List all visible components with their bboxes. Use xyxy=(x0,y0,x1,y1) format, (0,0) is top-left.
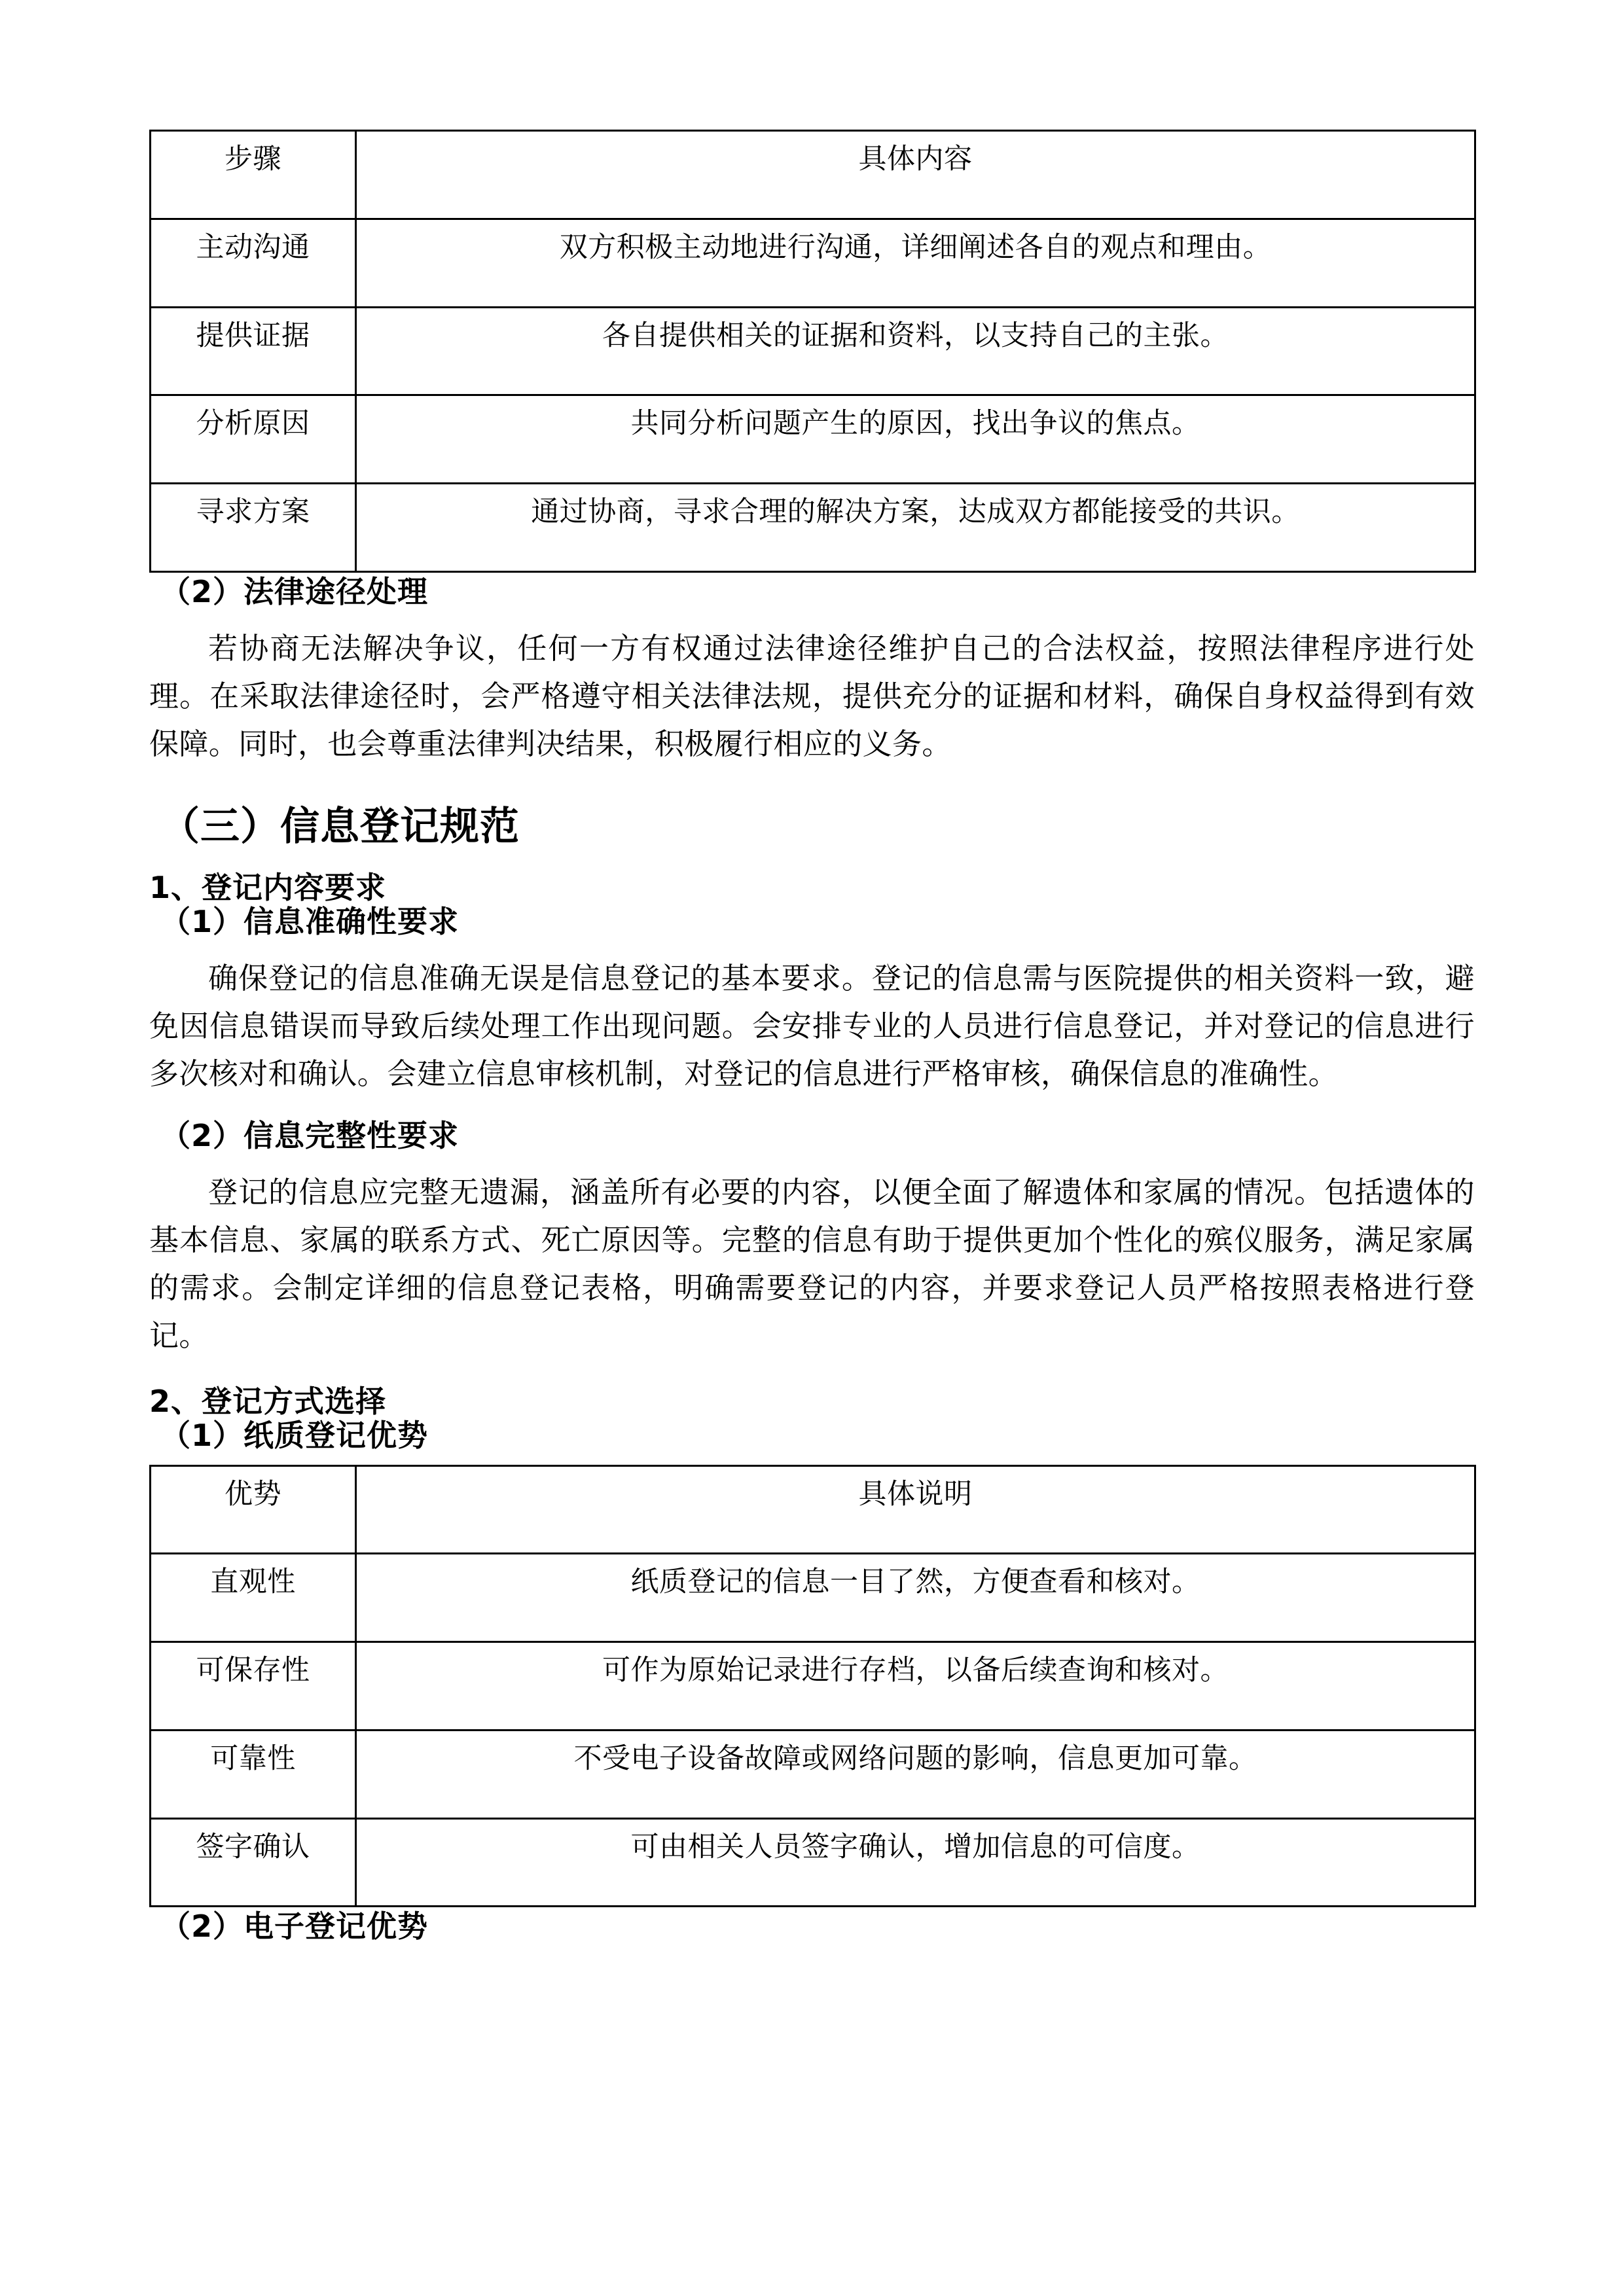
table-row xyxy=(151,1818,1475,1907)
heading-item-2-2: （2）电子登记优势 xyxy=(160,1909,429,1945)
paper-registration-advantages-table xyxy=(149,1465,1476,1908)
table-cell-detail: 通过协商，寻求合理的解决方案，达成双方都能接受的共识。 xyxy=(356,484,1475,572)
table-header-row xyxy=(151,1465,1475,1554)
table-header-cell: 具体说明 xyxy=(356,1465,1475,1554)
table-cell-detail: 各自提供相关的证据和资料，以支持自己的主张。 xyxy=(356,307,1475,395)
table-row xyxy=(151,484,1475,572)
table-cell-detail: 双方积极主动地进行沟通，详细阐述各自的观点和理由。 xyxy=(356,219,1475,307)
table-header-cell: 优势 xyxy=(151,1465,356,1554)
table-cell-detail: 共同分析问题产生的原因，找出争议的焦点。 xyxy=(356,395,1475,484)
table-row xyxy=(151,307,1475,395)
table-cell-description: 可作为原始记录进行存档，以备后续查询和核对。 xyxy=(356,1642,1475,1731)
paragraph-completeness: 登记的信息应完整无遗漏，涵盖所有必要的内容，以便全面了解遗体和家属的情况。包括遗体的基本信息、家属的联系方式、死亡原因等。完整的信息有助于提供更加个性化的殡仪服务，满足家属的需求。会制定详细的信息登记表格，明确需要登记的内容，并要求登记人员严格按照表格进行登记。 xyxy=(149,1175,1475,1353)
paragraph-legal-channel: 若协商无法解决争议，任何一方有权通过法律途径维护自己的合法权益，按照法律程序进行处理。在采取法律途径时，会严格遵守相关法律法规，提供充分的证据和材料，确保自身权益得到有效保障。同时，也会尊重法律判决结果，积极履行相应的义务。 xyxy=(149,630,1475,761)
table-cell-step: 提供证据 xyxy=(151,307,356,395)
table-row xyxy=(151,395,1475,484)
table-row xyxy=(151,1730,1475,1818)
table-cell-description: 纸质登记的信息一目了然，方便查看和核对。 xyxy=(356,1554,1475,1642)
table-header-cell: 具体内容 xyxy=(356,131,1475,219)
table-cell-advantage: 签字确认 xyxy=(151,1818,356,1907)
table-row xyxy=(151,1554,1475,1642)
table-header-row xyxy=(151,131,1475,219)
table-cell-description: 可由相关人员签字确认，增加信息的可信度。 xyxy=(356,1818,1475,1907)
heading-item-1-2: （2）信息完整性要求 xyxy=(160,1118,460,1154)
paragraph-accuracy: 确保登记的信息准确无误是信息登记的基本要求。登记的信息需与医院提供的相关资料一致，避免因信息错误而导致后续处理工作出现问题。会安排专业的人员进行信息登记，并对登记的信息进行多次核对和确认。会建立信息审核机制，对登记的信息进行严格审核，确保信息的准确性。 xyxy=(149,961,1475,1092)
dispute-steps-table xyxy=(149,130,1476,573)
table-cell-advantage: 可靠性 xyxy=(151,1730,356,1818)
table-row xyxy=(151,219,1475,307)
heading-item-1: 1、登记内容要求 xyxy=(149,870,387,906)
table-row xyxy=(151,1642,1475,1731)
heading-legal-channel: （2）法律途径处理 xyxy=(160,573,429,609)
table-cell-step: 主动沟通 xyxy=(151,219,356,307)
table-cell-step: 分析原因 xyxy=(151,395,356,484)
table-cell-advantage: 可保存性 xyxy=(151,1642,356,1731)
table-cell-step: 寻求方案 xyxy=(151,484,356,572)
table-cell-description: 不受电子设备故障或网络问题的影响，信息更加可靠。 xyxy=(356,1730,1475,1818)
page-content xyxy=(149,0,1475,1945)
heading-section-three: （三）信息登记规范 xyxy=(160,804,520,850)
table-header-cell: 步骤 xyxy=(151,131,356,219)
heading-item-2: 2、登记方式选择 xyxy=(149,1383,387,1419)
heading-item-1-1: （1）信息准确性要求 xyxy=(160,904,460,940)
table-cell-advantage: 直观性 xyxy=(151,1554,356,1642)
heading-item-2-1: （1）纸质登记优势 xyxy=(160,1417,429,1453)
